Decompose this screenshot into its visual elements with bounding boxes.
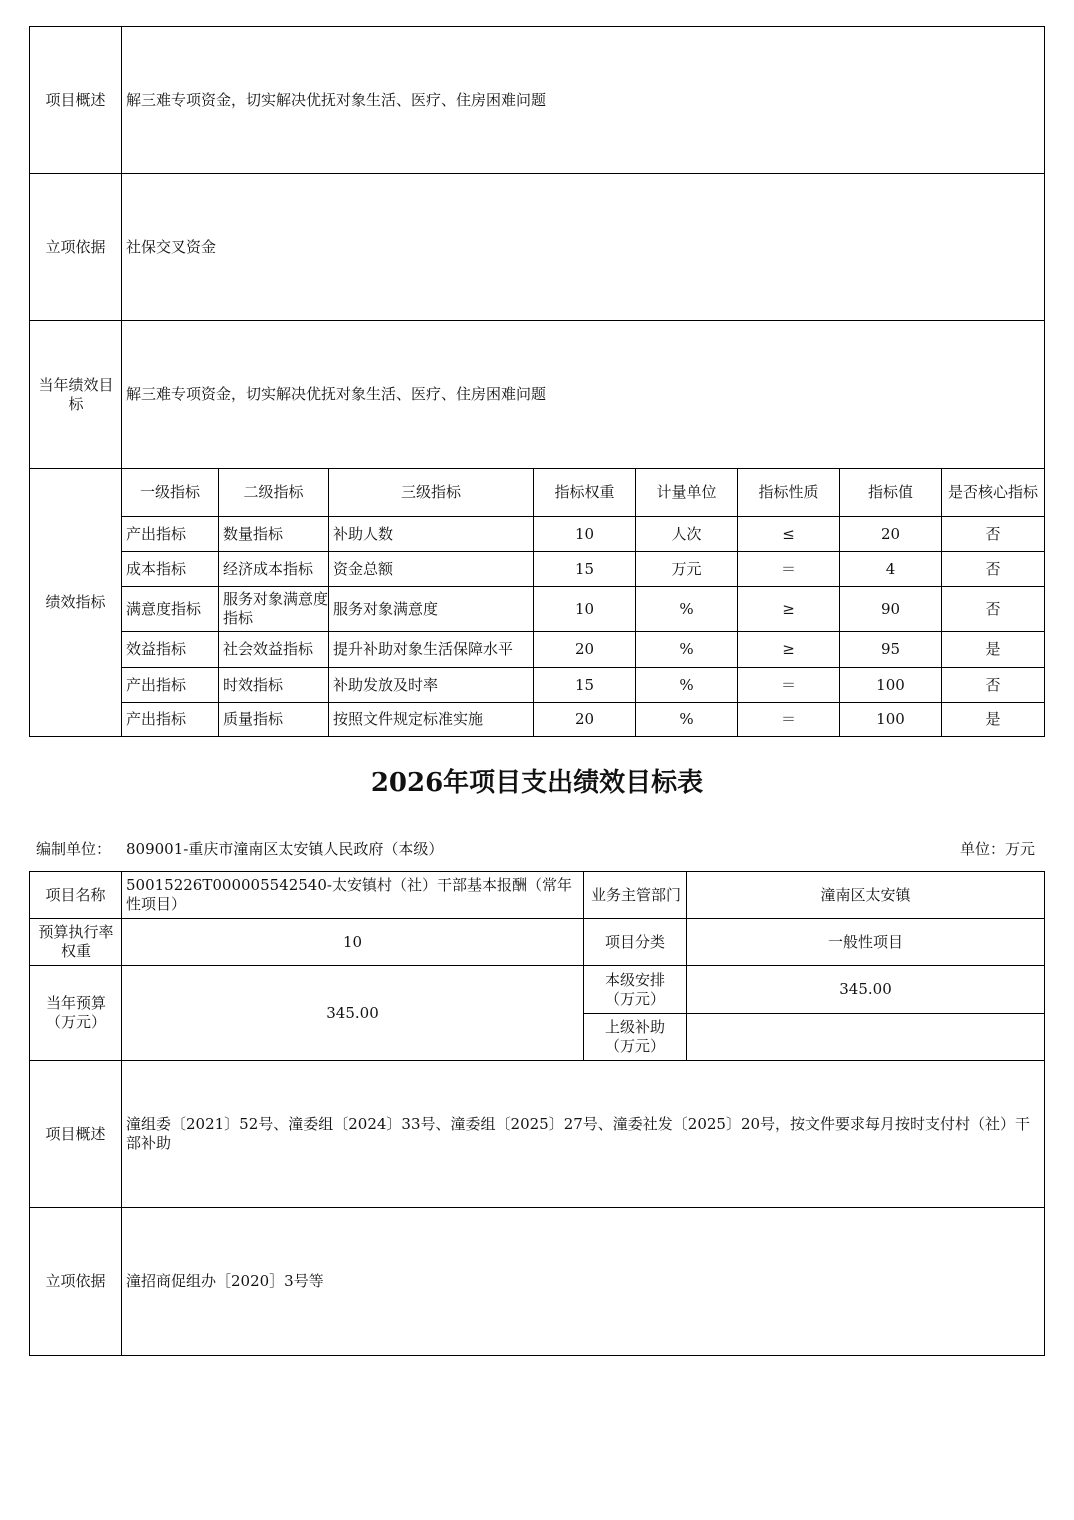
header-core: 是否核心指标 <box>947 483 1038 501</box>
header-level1: 一级指标 <box>139 483 200 501</box>
unit-value: 809001-重庆市潼南区太安镇人民政府（本级） <box>126 840 444 858</box>
goal-text: 解三难专项资金，切实解决优抚对象生活、医疗、住房困难问题 <box>126 385 547 403</box>
upper-subsidy-value <box>687 1014 1044 1060</box>
table-cell: 20 <box>574 640 595 658</box>
unit-label: 编制单位： <box>36 840 112 858</box>
budget-label: 当年预算（万元） <box>45 994 106 1031</box>
table-cell: ≥ <box>782 640 795 658</box>
table-cell: 服务对象满意度指标 <box>223 590 328 627</box>
table-cell: 产出指标 <box>126 524 187 543</box>
table-cell: 按照文件规定标准实施 <box>333 710 484 728</box>
category-value: 一般性项目 <box>827 932 903 951</box>
local-label: 本级安排（万元） <box>604 970 665 1008</box>
table-cell: 成本指标 <box>126 559 187 578</box>
table-cell: 效益指标 <box>126 640 187 658</box>
overview-label: 项目概述 <box>45 90 106 109</box>
table-cell: 提升补助对象生活保障水平 <box>333 640 514 658</box>
table-cell: 数量指标 <box>223 524 284 543</box>
header-unit: 计量单位 <box>656 483 717 501</box>
table-cell: 资金总额 <box>333 559 394 578</box>
table-cell: 100 <box>876 710 905 728</box>
table-cell: 社会效益指标 <box>223 640 314 658</box>
category-label: 项目分类 <box>604 932 665 951</box>
table-cell: 否 <box>985 524 1001 543</box>
table-cell: ≥ <box>782 599 795 618</box>
lower-overview-text: 潼组委〔2021〕52号、潼委组〔2024〕33号、潼委组〔2025〕27号、潼委社发〔2025〕20号，按文件要求每月按时支付村（社）干部补助 <box>126 1115 1031 1152</box>
table-cell: % <box>679 710 694 728</box>
table-cell: 20 <box>574 710 595 728</box>
table-cell: 万元 <box>671 559 702 578</box>
table-cell: % <box>679 640 694 658</box>
table-cell: 产出指标 <box>126 675 187 694</box>
table-cell: ＝ <box>780 675 796 694</box>
table-cell: 补助发放及时率 <box>333 675 439 694</box>
table-cell: 15 <box>574 559 595 578</box>
header-level2: 二级指标 <box>243 483 304 501</box>
indicators-label: 绩效指标 <box>45 593 106 611</box>
header-level3: 三级指标 <box>400 483 461 501</box>
basis-text: 社保交叉资金 <box>126 237 217 256</box>
table-cell: ＝ <box>780 710 796 728</box>
table-cell: 90 <box>880 599 901 618</box>
header-value: 指标值 <box>867 483 913 501</box>
overview-text: 解三难专项资金，切实解决优抚对象生活、医疗、住房困难问题 <box>126 90 547 109</box>
weight-value: 10 <box>342 932 363 951</box>
table-cell: 10 <box>574 524 595 543</box>
table-cell: 质量指标 <box>223 710 284 728</box>
table-cell: 服务对象满意度 <box>333 599 439 618</box>
table-cell: 时效指标 <box>223 675 284 694</box>
table-cell: 15 <box>574 675 595 694</box>
lower-overview-label: 项目概述 <box>45 1124 106 1143</box>
local-value: 345.00 <box>839 980 892 998</box>
table-cell: ≤ <box>782 524 795 543</box>
table-cell: 10 <box>574 599 595 618</box>
table-cell: 产出指标 <box>126 710 187 728</box>
table-cell: 否 <box>985 559 1001 578</box>
basis-label: 立项依据 <box>45 237 106 256</box>
table-cell: 满意度指标 <box>126 599 202 618</box>
project-name-label: 项目名称 <box>45 885 106 904</box>
table-cell: 经济成本指标 <box>223 559 314 578</box>
lower-basis-text: 潼招商促组办［2020］3号等 <box>126 1272 324 1290</box>
budget-value: 345.00 <box>326 1003 379 1022</box>
upper-subsidy-label: 上级补助（万元） <box>604 1018 665 1055</box>
dept-value: 潼南区太安镇 <box>820 885 911 904</box>
dept-label: 业务主管部门 <box>591 885 681 904</box>
table-cell: % <box>679 675 694 694</box>
table-cell: 否 <box>985 675 1001 694</box>
table-cell: 100 <box>876 675 905 694</box>
table-cell: 4 <box>885 559 896 578</box>
header-nature: 指标性质 <box>758 483 819 501</box>
table-cell: 人次 <box>671 524 702 543</box>
table-cell: ＝ <box>780 559 796 578</box>
table-cell: % <box>679 599 694 618</box>
lower-basis-label: 立项依据 <box>45 1272 106 1290</box>
table-cell: 否 <box>985 599 1001 618</box>
table-cell: 是 <box>985 640 1001 658</box>
currency-unit: 单位：万元 <box>960 840 1036 858</box>
goal-label: 当年绩效目标 <box>38 375 114 413</box>
table-cell: 是 <box>985 710 1001 728</box>
table-cell: 95 <box>880 640 901 658</box>
table-cell: 20 <box>880 524 901 543</box>
header-weight: 指标权重 <box>554 483 615 501</box>
project-name-value: 50015226T000005542540-太安镇村（社）干部基本报酬（常年性项目） <box>126 876 572 913</box>
weight-label: 预算执行率权重 <box>38 923 114 960</box>
page-title: 2026年项目支出绩效目标表 <box>370 768 704 798</box>
table-cell: 补助人数 <box>333 524 394 543</box>
